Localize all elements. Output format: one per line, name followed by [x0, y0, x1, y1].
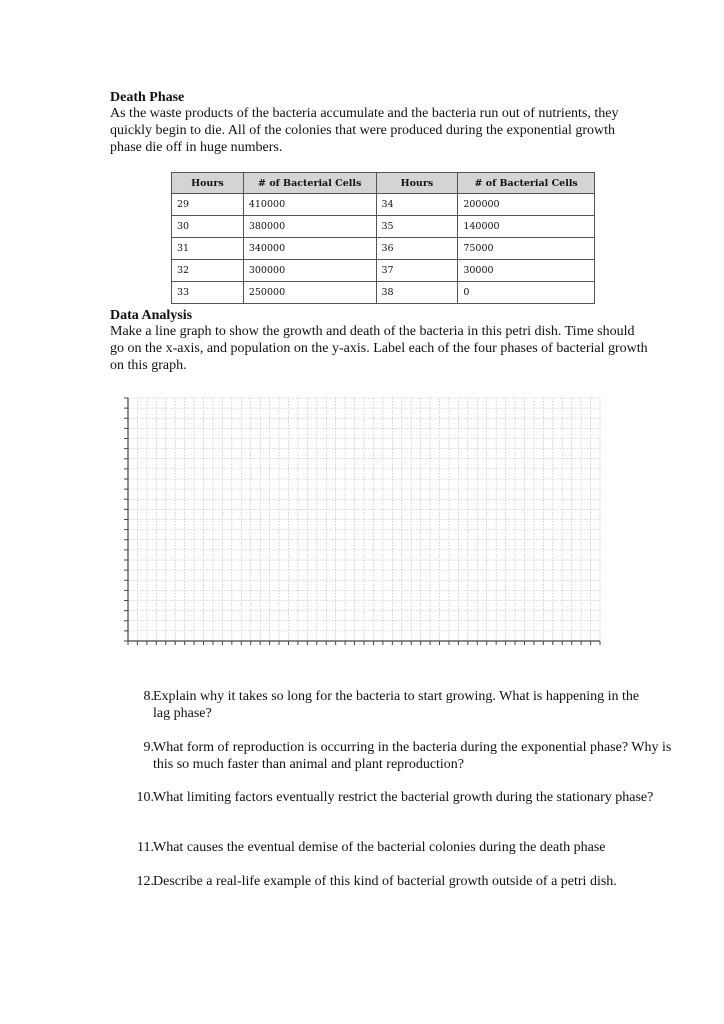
question-number: 10.: [136, 790, 154, 805]
table-header-cell: Hours: [376, 173, 458, 194]
question-text: Explain why it takes so long for the bacteria to start growing. What is happening in the lag phase?: [153, 689, 640, 721]
table-row: [172, 216, 595, 238]
table-cell: 31: [172, 238, 244, 260]
table-cell: 200000: [458, 194, 595, 216]
table-cell: 410000: [243, 194, 376, 216]
table-cell: 35: [376, 216, 458, 238]
question-text: What form of reproduction is occurring in the bacteria during the exponential phase? Why is this so much faster than animal and plant reproduction?: [153, 740, 672, 772]
table-cell: 29: [172, 194, 244, 216]
data-analysis-heading: Data Analysis: [110, 308, 193, 323]
question-number: 12.: [136, 874, 154, 889]
table-header-cell: # of Bacterial Cells: [458, 173, 595, 194]
table-cell: 33: [172, 282, 244, 304]
table-row: [172, 260, 595, 282]
question-number: 11.: [137, 840, 154, 855]
table-cell: 75000: [458, 238, 595, 260]
table-cell: 250000: [243, 282, 376, 304]
table-cell: 38: [376, 282, 458, 304]
table-row: [172, 238, 595, 260]
graph-axes: [124, 398, 600, 645]
question-text: What causes the eventual demise of the bacterial colonies during the death phase: [153, 840, 606, 855]
table-cell: 36: [376, 238, 458, 260]
question-text: What limiting factors eventually restrict the bacterial growth during the stationary phase?: [153, 790, 654, 805]
table-header-row: [172, 173, 595, 194]
table-cell: 340000: [243, 238, 376, 260]
table-cell: 30: [172, 216, 244, 238]
table-cell: 380000: [243, 216, 376, 238]
table-cell: 0: [458, 282, 595, 304]
table-header-cell: # of Bacterial Cells: [243, 173, 376, 194]
death-phase-heading: Death Phase: [110, 90, 185, 105]
table-cell: 300000: [243, 260, 376, 282]
table-cell: 37: [376, 260, 458, 282]
table-cell: 140000: [458, 216, 595, 238]
blank-graph-grid: [122, 394, 606, 648]
question-number: 8.: [143, 689, 154, 704]
grid-lines: [128, 398, 600, 641]
data-analysis-paragraph: Make a line graph to show the growth and death of the bacteria in this petri dish. Time should go on the x-axis, and population on the y-axis. Label each of the four phases of bacterial growth on this graph.: [110, 324, 648, 373]
bacteria-data-table: [171, 172, 595, 304]
question-number: 9.: [143, 740, 154, 755]
death-phase-paragraph: As the waste products of the bacteria accumulate and the bacteria run out of nutrients, they quickly begin to die. All of the colonies that were produced during the exponential growth phase die off in huge numbers.: [110, 106, 619, 155]
table-cell: 30000: [458, 260, 595, 282]
question-text: Describe a real-life example of this kind of bacterial growth outside of a petri dish.: [153, 874, 617, 889]
table-cell: 34: [376, 194, 458, 216]
table-row: [172, 194, 595, 216]
table-cell: 32: [172, 260, 244, 282]
table-header-cell: Hours: [172, 173, 244, 194]
table-row: [172, 282, 595, 304]
